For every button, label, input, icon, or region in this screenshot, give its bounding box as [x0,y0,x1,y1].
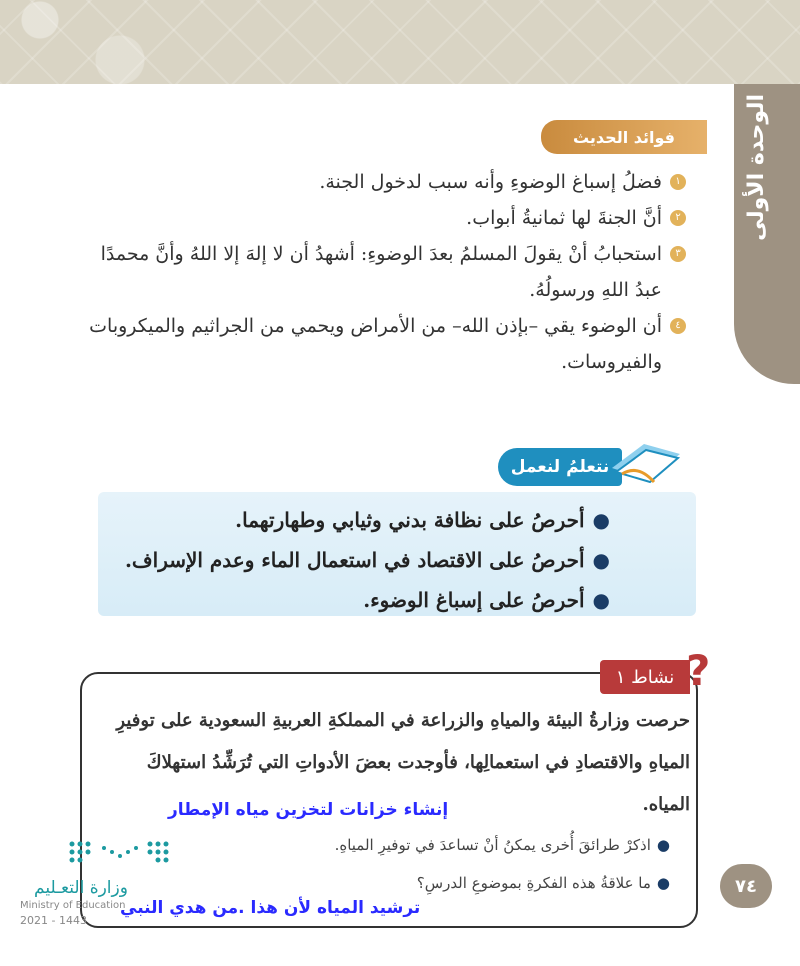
ministry-emblem-icon [68,838,178,868]
activity-text: حرصت وزارةُ البيئة والمياهِ والزراعة في المملكةِ العربيةِ السعودية على توفيرِ المياهِ والاقتصادِ في استعمالِها، فأوجدت بعضَ الأدواتِ التي تُرَشِّدُ استهلاكَ المياه. [116,710,690,815]
learn-item: ●أحرصُ على إسباغ الوضوء. [363,588,610,612]
ministry-name-arabic: وزارة التعـليم [34,878,128,898]
ministry-year: 2021 - 1443 [20,914,87,927]
learn-list [110,500,610,620]
number-badge: ١ [670,174,686,190]
number-badge: ٤ [670,318,686,334]
benefit-item: ٤ أن الوضوء يقي –بإذن الله– من الأمراض ويحمي من الجراثيم والميكروبات والفيروسات. [86,308,686,380]
handwritten-answer-2: ترشيد المياه لأن هذا .من هدي النبي [120,898,421,918]
decorative-header-band [0,0,800,84]
benefit-item: ٢ أنَّ الجنةَ لها ثمانيةُ أبواب. [86,200,686,236]
book-icon [608,424,684,488]
ministry-name-english: Ministry of Education [20,900,126,911]
learn-header [498,446,678,490]
benefit-item: ٣ استحبابُ أنْ يقولَ المسلمُ بعدَ الوضوءِ: أشهدُ أن لا إلهَ إلا اللهُ وأنَّ محمدًا عبدُ اللهِ ورسولُهُ. [86,236,686,308]
number-badge: ٣ [670,246,686,262]
question-mark-icon: ? [686,646,711,695]
learn-item: ●أحرصُ على الاقتصاد في استعمال الماء وعدم الإسراف. [124,548,610,572]
question-1: ●اذكرْ طرائقَ أُخرى يمكنُ أنْ تساعدَ في توفيرِ المياهِ. [334,836,670,854]
unit-tab-label: الوحدة الأولى [744,94,769,241]
handwritten-answer-1: إنشاء خزانات لتخزين مياه الإمطار [168,800,449,820]
page-number: ٧٤ [720,864,772,908]
learn-title: نتعلمُ لنعمل [498,448,622,486]
question-2: ●ما علاقةُ هذه الفكرةِ بموضوعِ الدرسِ؟ [416,874,670,892]
benefits-list [86,164,686,380]
benefit-item: ١ فضلُ إسباغ الوضوءِ وأنه سبب لدخول الجنة. [86,164,686,200]
section-label: فوائد الحديث [541,120,707,154]
activity-label: نشاط ١ [600,660,690,694]
ministry-logo [14,830,164,940]
learn-item: ●أحرصُ على نظافة بدني وثيابي وطهارتهما. [235,508,610,532]
number-badge: ٢ [670,210,686,226]
